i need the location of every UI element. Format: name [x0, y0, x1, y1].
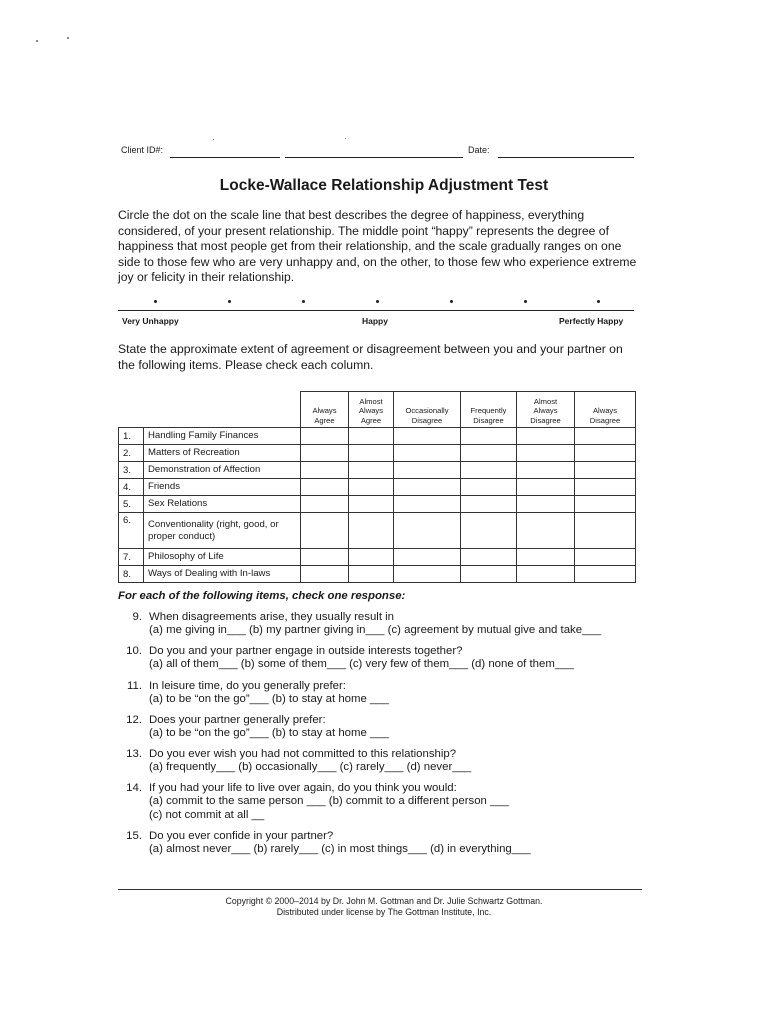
question-text: If you had your life to live over again, do you think you would: (a) commit to the same person ___ (b) commit to a different person ___ (c) not commit at all __: [149, 782, 510, 821]
scale-dot: [228, 300, 231, 303]
row-item: Matters of Recreation: [144, 445, 301, 462]
date-label: Date:: [468, 145, 490, 155]
col-frequently-disagree: Frequently Disagree: [461, 392, 517, 428]
scan-speck: [345, 138, 346, 139]
row-number: 8.: [119, 566, 144, 583]
copyright-line: Copyright © 2000–2014 by Dr. John M. Gottman and Dr. Julie Schwartz Gottman.: [225, 896, 543, 906]
table-row: [119, 496, 636, 513]
client-id-label: Client ID#:: [121, 145, 164, 155]
answer-cell: [301, 479, 349, 496]
answer-cell: [461, 445, 517, 462]
answer-cell: [461, 428, 517, 445]
row-number: 5.: [119, 496, 144, 513]
answer-cell: [575, 428, 636, 445]
answer-cell: [301, 513, 349, 549]
answer-cell: [349, 479, 394, 496]
answer-cell: [349, 496, 394, 513]
row-item: Ways of Dealing with In-laws: [144, 566, 301, 583]
table-row: [119, 462, 636, 479]
answer-cell: [517, 566, 575, 583]
answer-cell: [394, 513, 461, 549]
row-item: Demonstration of Affection: [144, 462, 301, 479]
row-number: 1.: [119, 428, 144, 445]
client-id-line: [170, 157, 280, 158]
row-item: Sex Relations: [144, 496, 301, 513]
table-header-row: [119, 392, 636, 428]
question-text: Do you and your partner engage in outside interests together? (a) all of them___ (b) some of them___ (c) very few of them___ (d) none of them___: [149, 645, 574, 671]
answer-cell: [575, 479, 636, 496]
table-row: [119, 566, 636, 583]
intro-paragraph: Circle the dot on the scale line that best describes the degree of happiness, everything considered, of your present relationship. The middle point “happy” represents the degree of happiness that most people get from their relationship, and the scale gradually ranges on one side to those few who are very unhappy and, on the other, to those few who experience extreme joy or felicity in their relationship.: [118, 208, 637, 284]
scan-speck: [213, 139, 214, 140]
answer-cell: [394, 496, 461, 513]
answer-cell: [575, 513, 636, 549]
answer-cell: [517, 513, 575, 549]
col-almost-always-disagree: Almost Always Disagree: [517, 392, 575, 428]
scale-dot: [597, 300, 600, 303]
row-number: 6.: [119, 513, 144, 549]
scale-dot: [302, 300, 305, 303]
answer-cell: [517, 549, 575, 566]
col-occasionally-disagree: Occasionally Disagree: [394, 392, 461, 428]
question-number: 12.: [126, 714, 142, 726]
scale-label-happy: Happy: [362, 316, 388, 326]
agreement-table: [118, 391, 636, 583]
answer-cell: [461, 513, 517, 549]
row-number: 4.: [119, 479, 144, 496]
answer-cell: [575, 549, 636, 566]
scale-line: [118, 310, 634, 311]
scale-dot: [154, 300, 157, 303]
question-number: 13.: [126, 748, 142, 760]
answer-cell: [517, 428, 575, 445]
answer-cell: [301, 549, 349, 566]
answer-cell: [301, 496, 349, 513]
answer-cell: [349, 549, 394, 566]
answer-cell: [461, 496, 517, 513]
date-line: [498, 157, 634, 158]
question-number: 11.: [127, 680, 142, 692]
client-id-line-2: [285, 157, 463, 158]
row-number: 2.: [119, 445, 144, 462]
answer-cell: [461, 566, 517, 583]
answer-cell: [301, 462, 349, 479]
scale-label-very-unhappy: Very Unhappy: [122, 316, 179, 326]
table-row: [119, 479, 636, 496]
answer-cell: [394, 445, 461, 462]
row-item: Friends: [144, 479, 301, 496]
answer-cell: [349, 566, 394, 583]
question-text: Do you ever confide in your partner? (a) almost never___ (b) rarely___ (c) in most things___ (d) in everything___: [149, 830, 531, 856]
scan-speck: [67, 37, 69, 39]
license-line: Distributed under license by The Gottman Institute, Inc.: [276, 907, 492, 917]
answer-cell: [394, 566, 461, 583]
question-number: 9.: [132, 611, 142, 623]
footer-divider: [118, 889, 642, 890]
questions-heading: For each of the following items, check one response:: [118, 590, 406, 602]
answer-cell: [349, 445, 394, 462]
table-row: [119, 549, 636, 566]
answer-cell: [349, 513, 394, 549]
table-row: [119, 445, 636, 462]
answer-cell: [461, 549, 517, 566]
question-text: Do you ever wish you had not committed to this relationship? (a) frequently___ (b) occasionally___ (c) rarely___ (d) never___: [149, 748, 472, 774]
scale-dot: [524, 300, 527, 303]
answer-cell: [517, 462, 575, 479]
answer-cell: [394, 479, 461, 496]
table-row: [119, 513, 636, 549]
answer-cell: [575, 445, 636, 462]
question-number: 10.: [126, 645, 142, 657]
scan-speck: [36, 40, 38, 42]
answer-cell: [575, 566, 636, 583]
scale-label-perfectly-happy: Perfectly Happy: [559, 316, 624, 326]
question-number: 14.: [126, 782, 142, 794]
answer-cell: [517, 496, 575, 513]
table-row: [119, 428, 636, 445]
answer-cell: [461, 479, 517, 496]
row-item: Handling Family Finances: [144, 428, 301, 445]
answer-cell: [349, 462, 394, 479]
answer-cell: [517, 445, 575, 462]
row-item: Philosophy of Life: [144, 549, 301, 566]
agreement-instructions: State the approximate extent of agreement or disagreement between you and your partner on the following items. Please check each column.: [118, 342, 623, 372]
row-item: Conventionality (right, good, or proper conduct): [144, 513, 301, 549]
scale-dot: [376, 300, 379, 303]
question-text: When disagreements arise, they usually result in (a) me giving in___ (b) my partner giving in___ (c) agreement by mutual give and take___: [149, 611, 602, 637]
question-text: In leisure time, do you generally prefer: (a) to be “on the go”___ (b) to stay at home ___: [149, 680, 389, 706]
row-number: 7.: [119, 549, 144, 566]
scale-dot: [450, 300, 453, 303]
page-title: Locke-Wallace Relationship Adjustment Test: [219, 177, 549, 194]
answer-cell: [575, 496, 636, 513]
answer-cell: [349, 428, 394, 445]
answer-cell: [517, 479, 575, 496]
answer-cell: [394, 549, 461, 566]
answer-cell: [394, 428, 461, 445]
answer-cell: [301, 566, 349, 583]
answer-cell: [301, 428, 349, 445]
question-text: Does your partner generally prefer: (a) to be “on the go”___ (b) to stay at home ___: [149, 714, 389, 740]
col-always-disagree: Always Disagree: [575, 392, 636, 428]
row-number: 3.: [119, 462, 144, 479]
answer-cell: [575, 462, 636, 479]
col-always-agree: Always Agree: [301, 392, 349, 428]
answer-cell: [461, 462, 517, 479]
question-number: 15.: [126, 830, 142, 842]
answer-cell: [394, 462, 461, 479]
answer-cell: [301, 445, 349, 462]
col-almost-always-agree: Almost Always Agree: [349, 392, 394, 428]
